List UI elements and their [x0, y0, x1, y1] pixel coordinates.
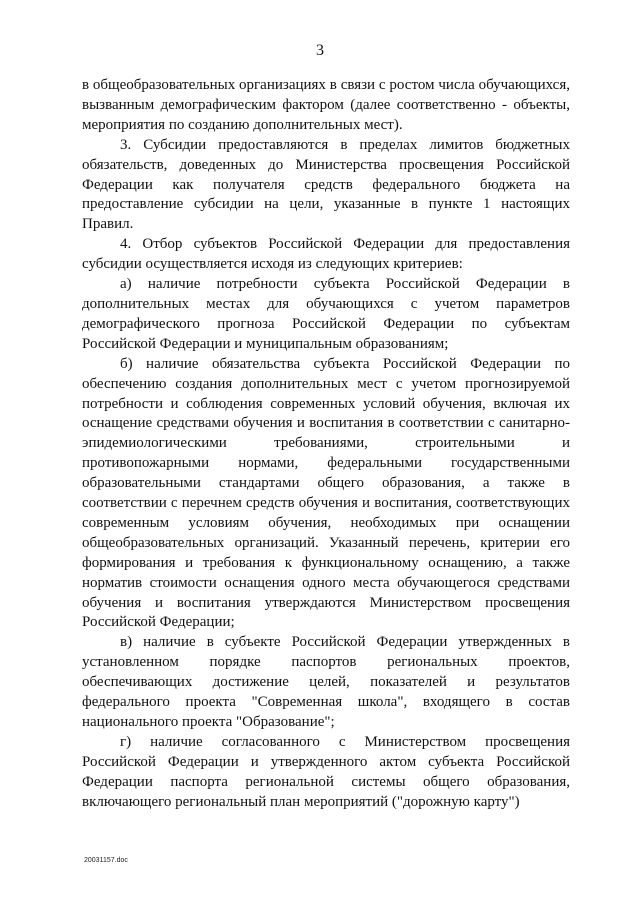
footer-file-code: 20031157.doc [84, 857, 128, 864]
document-body [82, 76, 570, 813]
criterion-b: б) наличие обязательства субъекта Российской Федерации по обеспечению создания дополнительных мест с учетом прогнозируемой потребности и соблюдения современных условий обучения, включая их оснащение средствами обучения и воспитания в соответствии с санитарно-эпидемиологическими требованиями, строительными и противопожарными нормами, федеральными государственными образовательными стандартами общего образования, а также в соответствии с перечнем средств обучения и воспитания, соответствующих современным условиям обучения, необходимых при оснащении общеобразовательных организаций. Указанный перечень, критерии его формирования и требования к функциональному оснащению, а также норматив стоимости оснащения одного места обучающегося средствами обучения и воспитания утверждаются Министерством просвещения Российской Федерации; [82, 355, 570, 631]
criterion-g: г) наличие согласованного с Министерством просвещения Российской Федерации и утвержденного актом субъекта Российской Федерации паспорта региональной системы общего образования, включающего региональный план мероприятий ("дорожную карту") [82, 733, 570, 810]
paragraph-item-3: 3. Субсидии предоставляются в пределах лимитов бюджетных обязательств, доведенных до Министерства просвещения Российской Федерации как получателя средств федерального бюджета на предоставление субсидии на цели, указанные в пункте 1 настоящих Правил. [82, 136, 570, 233]
paragraph-continuation: в общеобразовательных организациях в связи с ростом числа обучающихся, вызванным демографическим фактором (далее соответственно - объекты, мероприятия по созданию дополнительных мест). [82, 77, 570, 133]
criterion-v: в) наличие в субъекте Российской Федерации утвержденных в установленном порядке паспортов региональных проектов, обеспечивающих достижение целей, показателей и результатов федерального проекта "Современная школа", входящего в состав национального проекта "Образование"; [82, 634, 570, 730]
paragraph-item-4: 4. Отбор субъектов Российской Федерации для предоставления субсидии осуществляется исходя из следующих критериев: [82, 236, 570, 273]
criterion-a: а) наличие потребности субъекта Российской Федерации в дополнительных местах для обучающихся с учетом параметров демографического прогноза Российской Федерации по субъектам Российской Федерации и муниципальным образованиям; [82, 276, 570, 352]
page-number: 3 [316, 42, 324, 59]
